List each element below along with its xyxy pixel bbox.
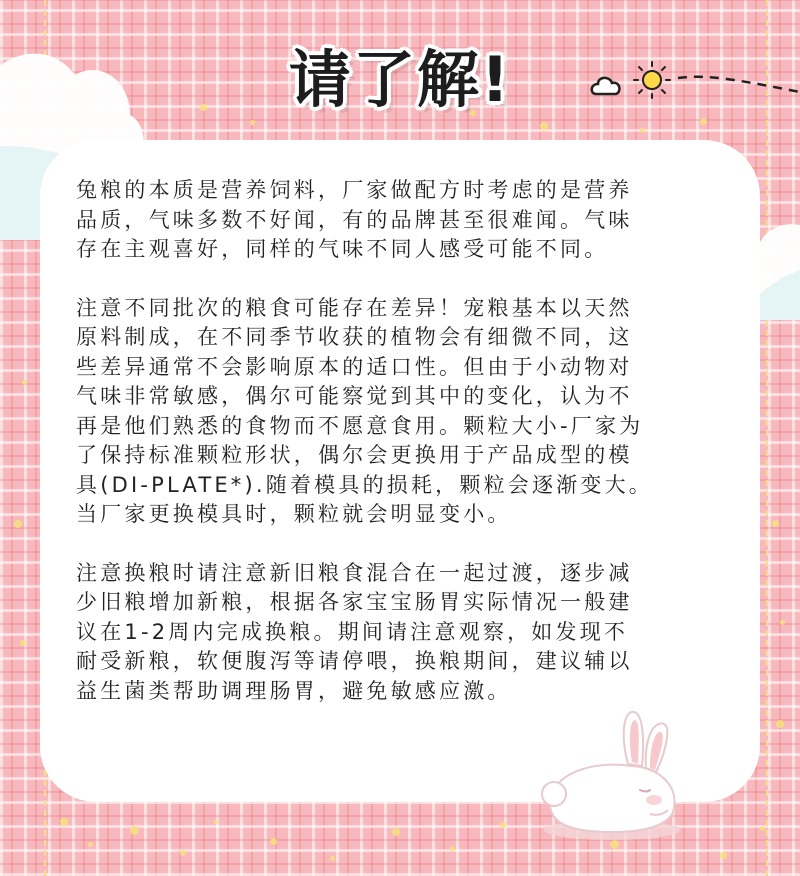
paragraph-feed-smell: 兔粮的本质是营养饲料，厂家做配方时考虑的是营养 品质，气味多数不好闻，有的品牌甚至很难闻。气味 存在主观喜好，同样的气味不同人感受可能不同。 <box>76 178 633 261</box>
paragraph-switching-food: 注意换粮时请注意新旧粮食混合在一起过渡，逐步减 少旧粮增加新粮，根据各家宝宝肠胃实际情况一般建 议在1-2周内完成换粮。期间请注意观察，如发现不 耐受新粮，软便腹泻等请停喂，换粮期间，建议辅以 益生菌类帮助调理肠胃，避免敏感应激。 <box>76 560 633 703</box>
info-card <box>40 140 760 802</box>
stitch-line-right <box>766 0 768 876</box>
sun-icon <box>588 56 800 116</box>
page-title: 请了解! <box>288 43 512 116</box>
bunny-illustration <box>532 704 692 844</box>
paragraph-batch-difference: 注意不同批次的粮食可能存在差异！宠粮基本以天然 原料制成，在不同季节收获的植物会有细微不同，这 些差异通常不会影响原本的适口性。但由于小动物对 气味非常敏感，偶尔可能察觉到其中的变化，认为不 再是他们熟悉的食物而不愿意食用。颗粒大小-厂家为 了保持标准颗粒形状，偶尔会更换用于产品成型的模 具(DI-PLATE*).随着模具的损耗，颗粒会逐渐变大。 当厂家更换模具时，颗粒就会明显变小。 <box>76 295 653 526</box>
